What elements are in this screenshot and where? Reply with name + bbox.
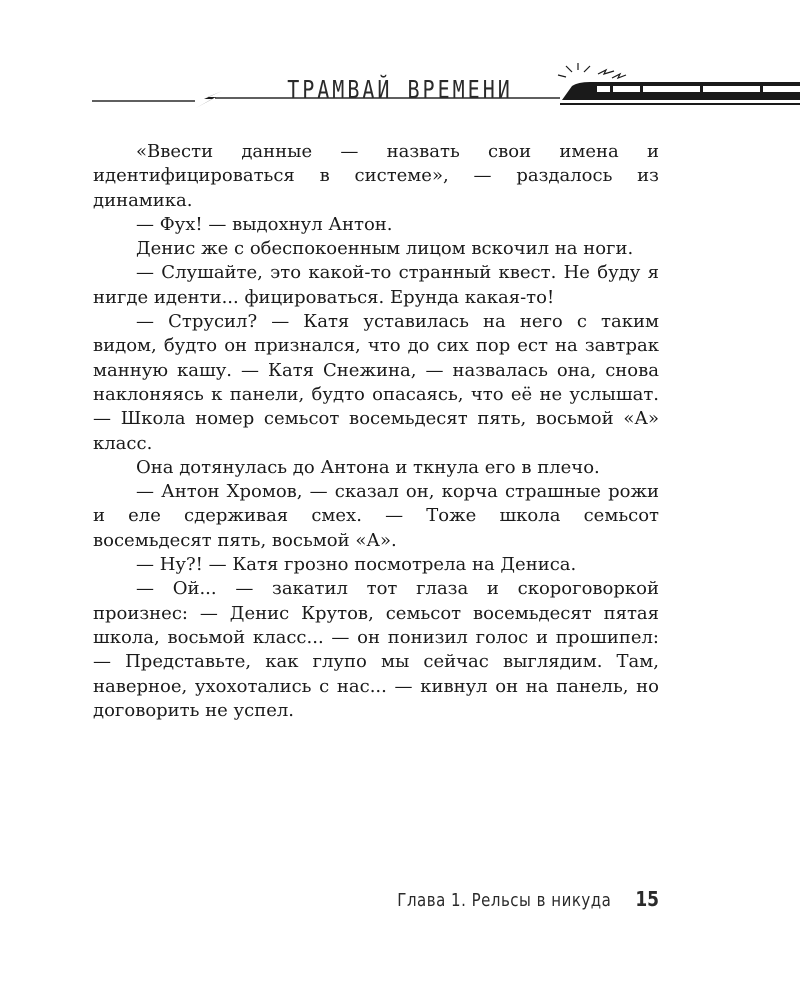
page-number: 15 xyxy=(635,888,659,912)
paragraph: — Фух! — выдохнул Антон. xyxy=(136,213,393,235)
paragraph: — Ну?! — Катя грозно посмотрела на Дениса. xyxy=(136,554,577,576)
page-footer xyxy=(0,890,659,910)
running-title: ТРАМВАЙ ВРЕМЕНИ xyxy=(287,74,513,104)
page-header xyxy=(0,0,800,120)
main-text xyxy=(93,140,659,723)
paragraph: Она дотянулась до Антона и ткнула его в плечо. xyxy=(136,456,600,478)
chapter-title: Глава 1. Рельсы в никуда xyxy=(397,889,612,911)
paragraph: — Антон Хромов, — сказал он, корча страшные рожи и еле сдерживая смех. — Тоже школа семьсот восемьдесят пять, восьмой «А». xyxy=(93,481,659,551)
paragraph: — Струсил? — Катя уставилась на него с таким видом, будто он признался, что до сих пор ест на завтрак манную кашу. — Катя Снежина, — назвалась она, снова наклоняясь к панели, будто опасаясь, что её не услышат. — Школа номер семьсот восемьдесят пять, восьмой «А» класс. xyxy=(93,311,659,454)
paragraph: — Ой... — закатил тот глаза и скороговоркой произнес: — Денис Крутов, семьсот восемьдесят пятая школа, восьмой класс... — он понизил голос и прошипел: — Представьте, как глупо мы сейчас выглядим. Там, наверное, ухохотались с нас... — кивнул он на панель, но договорить не успел. xyxy=(93,578,659,721)
paragraph: Денис же с обеспокоенным лицом вскочил на ноги. xyxy=(136,238,634,260)
paragraph: «Ввести данные — назвать свои имена и идентифицироваться в системе», — раздалось из динамика. xyxy=(93,141,659,211)
paragraph: — Слушайте, это какой-то странный квест. Не буду я нигде иденти... фицироваться. Ерунда какая-то! xyxy=(93,262,659,308)
